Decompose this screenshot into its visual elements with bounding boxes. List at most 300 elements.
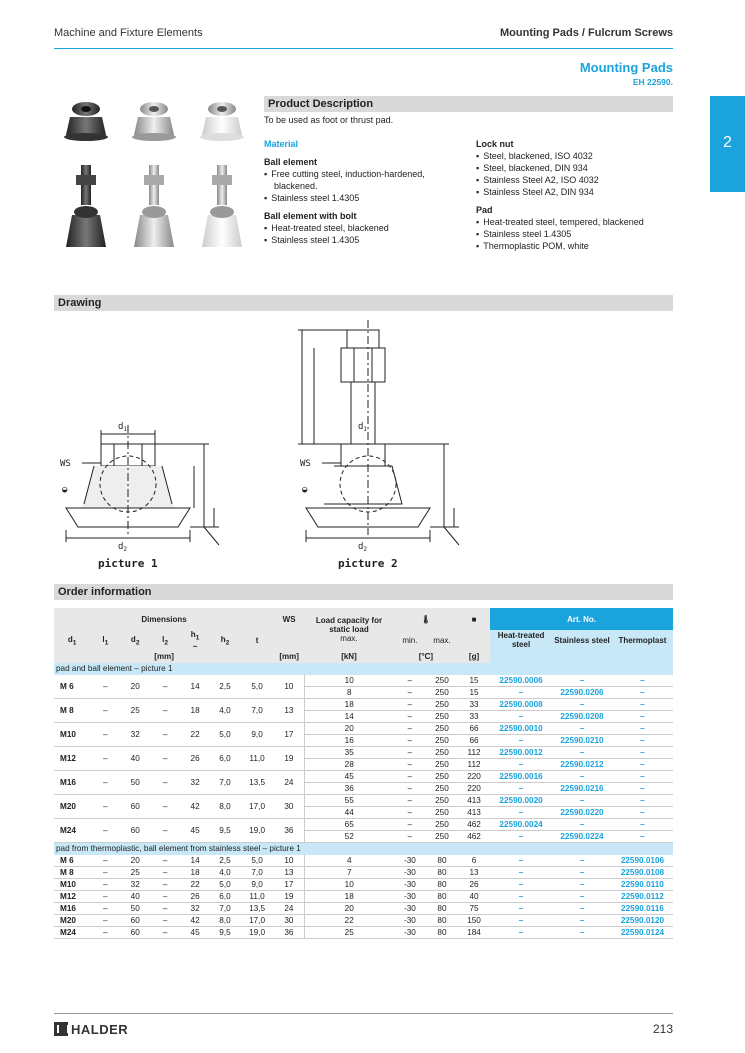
cell-temp-max: 250 [426,759,458,771]
cell-h1: 26 [180,891,210,903]
cell-art-thermoplast[interactable]: 22590.0120 [612,915,673,927]
cell-h2: 8,0 [210,915,240,927]
cell-min: -30 [394,867,426,879]
cell-h2: 8,0 [210,795,240,819]
cell-max: 80 [426,879,458,891]
cell-t: 17,0 [240,915,274,927]
cell-l2: – [150,891,180,903]
cell-weight: 462 [458,831,490,843]
cell-weight: 413 [458,807,490,819]
table-row [54,819,673,831]
cell-max: 80 [426,855,458,867]
cell-temp-min: – [394,675,426,687]
cell-min: -30 [394,927,426,939]
table-units-row [54,651,673,663]
cell-t: 9,0 [240,879,274,891]
cell-d2: 60 [120,915,150,927]
cell-art-thermoplast[interactable]: 22590.0124 [612,927,673,939]
cell-h1: 22 [180,723,210,747]
cell-art-stainless[interactable]: – [552,891,612,903]
cell-l2: – [150,771,180,795]
table-row [54,795,673,807]
cell-art-thermoplast[interactable]: 22590.0106 [612,855,673,867]
cell-d2: 50 [120,771,150,795]
cell-art-heat[interactable]: – [490,687,552,699]
group-label: pad and ball element – picture 1 [54,663,673,675]
cell-h1: 14 [180,855,210,867]
cell-weight: 66 [458,723,490,735]
table-row [54,771,673,783]
cell-temp-max: 250 [426,771,458,783]
cell-d1: M12 [54,747,90,771]
table-row [54,879,673,891]
cell-h1: 14 [180,675,210,699]
cell-l2: – [150,723,180,747]
cell-temp-max: 250 [426,675,458,687]
cell-art-heat[interactable]: 22590.0024 [490,819,552,831]
label-d2: $d_2$ [118,542,128,553]
cell-l2: – [150,675,180,699]
cell-d2: 40 [120,891,150,903]
cell-d2: 25 [120,867,150,879]
cell-art-heat[interactable]: – [490,855,552,867]
cell-art-stainless[interactable]: – [552,867,612,879]
cell-weight: 33 [458,711,490,723]
cell-weight: 220 [458,771,490,783]
cell-art-thermoplast[interactable]: 22590.0108 [612,867,673,879]
cell-max: 80 [426,891,458,903]
cell-load: 25 [304,927,394,939]
cell-ws: 10 [274,675,304,699]
cell-h1: 42 [180,915,210,927]
cell-temp-max: 250 [426,747,458,759]
cell-g: 13 [458,867,490,879]
cell-temp-min: – [394,687,426,699]
technical-drawing [54,320,494,575]
cell-art-stainless[interactable]: 22590.0210 [552,735,612,747]
th-l2: $l_2$ [150,630,180,651]
th-unit-blank [490,651,673,663]
list-item: ▪ Stainless Steel A2, DIN 934 [476,186,673,198]
cell-art-stainless[interactable]: – [552,795,612,807]
cell-t: 13,5 [240,771,274,795]
th-artno: Art. No. [490,608,673,630]
material-label: Material [264,139,299,149]
photo-bolt-black [66,165,106,247]
drawing-picture-2 [298,320,459,545]
pad-title: Pad [476,205,493,215]
chapter-tab[interactable]: 2 [710,96,745,192]
ball-element-title: Ball element [264,157,318,167]
cell-load: 44 [304,807,394,819]
cell-temp-max: 250 [426,795,458,807]
cell-art-thermoplast[interactable]: 22590.0110 [612,879,673,891]
cell-art-stainless[interactable]: 22590.0220 [552,807,612,819]
cell-temp-max: 250 [426,831,458,843]
cell-t: 19,0 [240,927,274,939]
cell-h1: 18 [180,699,210,723]
cell-temp-max: 250 [426,783,458,795]
group-row-steel [54,663,673,675]
th-h1: $h_1$ ~ [180,630,210,651]
cell-min: -30 [394,891,426,903]
cell-weight: 462 [458,819,490,831]
th-stainless: Stainless steel [552,630,612,651]
cell-l2: – [150,747,180,771]
th-ws-blank [274,630,304,651]
cell-l1: – [90,879,120,891]
cell-l1: – [90,915,120,927]
cell-weight: 15 [458,687,490,699]
cell-art-thermoplast[interactable]: – [612,771,673,783]
cell-load: 20 [304,903,394,915]
cell-art-thermoplast[interactable]: – [612,699,673,711]
cell-d2: 20 [120,675,150,699]
label-d2-2: $d_2$ [358,542,368,553]
cell-temp-min: – [394,831,426,843]
cell-weight: 413 [458,795,490,807]
cell-art-thermoplast[interactable]: 22590.0112 [612,891,673,903]
cell-l2: – [150,855,180,867]
running-header-left: Machine and Fixture Elements [54,27,203,39]
th-load: Load capacity for static load max. [304,608,394,651]
cell-art-thermoplast[interactable]: – [612,675,673,687]
list-item: ▪ Stainless steel 1.4305 [476,228,673,240]
lock-nut-title: Lock nut [476,139,514,149]
cell-g: 184 [458,927,490,939]
label-ws: WS [60,459,71,469]
order-table-wrapper [54,608,673,939]
list-item: ▪ Heat-treated steel, blackened [264,222,474,234]
cell-h2: 6,0 [210,891,240,903]
cell-art-stainless[interactable]: 22590.0212 [552,759,612,771]
cell-d1: M24 [54,927,90,939]
cell-art-thermoplast[interactable]: – [612,831,673,843]
cell-l1: – [90,867,120,879]
cell-art-thermoplast[interactable]: – [612,747,673,759]
cell-d1: M 8 [54,867,90,879]
cell-load: 7 [304,867,394,879]
picture-1-label: picture 1 [98,557,158,570]
cell-ws: 17 [274,879,304,891]
cell-art-stainless[interactable]: – [552,771,612,783]
cell-t: 11,0 [240,747,274,771]
cell-d2: 25 [120,699,150,723]
cell-art-thermoplast[interactable]: – [612,687,673,699]
cell-d1: M16 [54,903,90,915]
cell-art-stainless[interactable]: – [552,675,612,687]
cell-d2: 32 [120,723,150,747]
cell-h2: 2,5 [210,675,240,699]
cell-weight: 33 [458,699,490,711]
cell-ws: 24 [274,903,304,915]
cell-art-heat[interactable]: – [490,759,552,771]
cell-l1: – [90,795,120,819]
cell-art-stainless[interactable]: – [552,747,612,759]
cell-h1: 45 [180,819,210,843]
cell-l2: – [150,795,180,819]
header-rule [54,48,673,49]
table-row [54,927,673,939]
cell-d2: 40 [120,747,150,771]
weight-icon: ■ [458,608,490,630]
cell-ws: 24 [274,771,304,795]
product-photos [54,97,254,257]
cell-t: 13,5 [240,903,274,915]
cell-load: 52 [304,831,394,843]
drawing-picture-1 [66,425,219,545]
cell-d1: M16 [54,771,90,795]
cell-d2: 60 [120,819,150,843]
th-thermoplast: Thermoplast [612,630,673,651]
page-number: 213 [652,1022,673,1036]
cell-d1: M20 [54,915,90,927]
cell-temp-min: – [394,735,426,747]
cell-temp-min: – [394,699,426,711]
cell-weight: 220 [458,783,490,795]
cell-l1: – [90,723,120,747]
th-d2: $d_2$ [120,630,150,651]
th-unit-kn: [kN] [304,651,394,663]
cell-h1: 42 [180,795,210,819]
cell-art-heat[interactable]: – [490,807,552,819]
cell-load: 20 [304,723,394,735]
photo-bolt-steel [134,165,174,247]
cell-art-thermoplast[interactable]: 22590.0116 [612,903,673,915]
table-row [54,891,673,903]
group-row-thermoplastic [54,843,673,855]
cell-art-thermoplast[interactable]: – [612,735,673,747]
cell-ws: 30 [274,915,304,927]
cell-l1: – [90,747,120,771]
cell-temp-max: 250 [426,723,458,735]
order-table-body [54,663,673,939]
table-row [54,675,673,687]
cell-h1: 22 [180,879,210,891]
cell-t: 17,0 [240,795,274,819]
th-unit-mm: [mm] [54,651,274,663]
cell-art-thermoplast[interactable]: – [612,783,673,795]
th-h2: $h_2$ [210,630,240,651]
cell-ws: 19 [274,891,304,903]
cell-temp-min: – [394,771,426,783]
cell-weight: 66 [458,735,490,747]
cell-d1: M10 [54,723,90,747]
cell-l2: – [150,915,180,927]
cell-ws: 36 [274,927,304,939]
cell-l1: – [90,855,120,867]
cell-art-thermoplast[interactable]: – [612,795,673,807]
cell-art-thermoplast[interactable]: – [612,819,673,831]
brand-logo: HALDER [54,1022,128,1037]
cell-temp-max: 250 [426,699,458,711]
cell-art-thermoplast[interactable]: – [612,759,673,771]
cell-art-stainless[interactable]: – [552,903,612,915]
cell-d2: 32 [120,879,150,891]
cell-art-heat[interactable]: – [490,867,552,879]
cell-t: 7,0 [240,699,274,723]
cell-max: 80 [426,915,458,927]
cell-art-heat[interactable]: – [490,711,552,723]
cell-l2: – [150,879,180,891]
cell-art-thermoplast[interactable]: – [612,807,673,819]
cell-art-heat[interactable]: – [490,831,552,843]
cell-h2: 9,5 [210,927,240,939]
th-min: min. [394,630,426,651]
cell-art-heat[interactable]: – [490,879,552,891]
table-row [54,867,673,879]
table-row [54,855,673,867]
cell-h1: 26 [180,747,210,771]
cell-d1: M10 [54,879,90,891]
cell-h2: 5,0 [210,879,240,891]
cell-temp-min: – [394,819,426,831]
cell-temp-min: – [394,795,426,807]
th-t: t [240,630,274,651]
cell-art-stainless[interactable]: – [552,699,612,711]
cell-weight: 112 [458,747,490,759]
cell-temp-max: 250 [426,711,458,723]
th-weight-blank [458,630,490,651]
product-code: EH 22590. [632,77,673,87]
cell-h2: 4,0 [210,867,240,879]
cell-h1: 18 [180,867,210,879]
cell-art-heat[interactable]: – [490,903,552,915]
cell-l2: – [150,699,180,723]
cell-load: 28 [304,759,394,771]
cell-weight: 15 [458,675,490,687]
cell-art-heat[interactable]: 22590.0016 [490,771,552,783]
thermometer-icon: 🌡 [394,608,458,630]
list-item: ▪ Stainless steel 1.4305 [264,234,474,246]
cell-art-heat[interactable]: – [490,735,552,747]
cell-art-stainless[interactable]: 22590.0216 [552,783,612,795]
list-item: ▪ Steel, blackened, DIN 934 [476,162,673,174]
cell-h1: 45 [180,927,210,939]
cell-art-stainless[interactable]: 22590.0224 [552,831,612,843]
cell-load: 10 [304,879,394,891]
label-ws-2: WS [300,459,311,469]
cell-art-heat[interactable]: – [490,891,552,903]
cell-g: 26 [458,879,490,891]
cell-h1: 32 [180,771,210,795]
cell-d2: 60 [120,795,150,819]
drawing-heading: Drawing [54,295,673,311]
page-title: Mounting Pads [579,60,673,75]
table-row [54,915,673,927]
cell-art-heat[interactable]: 22590.0020 [490,795,552,807]
table-row [54,747,673,759]
cell-art-stainless[interactable]: – [552,915,612,927]
cell-art-thermoplast[interactable]: – [612,711,673,723]
cell-ws: 19 [274,747,304,771]
datum-icon-2: ◒ [302,485,308,495]
cell-min: -30 [394,879,426,891]
cell-art-stainless[interactable]: 22590.0208 [552,711,612,723]
cell-l1: – [90,675,120,699]
running-header-right: Mounting Pads / Fulcrum Screws [500,27,673,39]
cell-max: 80 [426,927,458,939]
cell-d2: 60 [120,927,150,939]
cell-d1: M20 [54,795,90,819]
cell-art-heat[interactable]: 22590.0006 [490,675,552,687]
cell-h2: 7,0 [210,771,240,795]
cell-load: 18 [304,891,394,903]
cell-h2: 7,0 [210,903,240,915]
halder-logo-icon [54,1022,68,1036]
photo-pad-black [64,102,108,141]
cell-ws: 17 [274,723,304,747]
table-row [54,723,673,735]
cell-l2: – [150,927,180,939]
cell-load: 4 [304,855,394,867]
cell-temp-max: 250 [426,687,458,699]
cell-g: 150 [458,915,490,927]
cell-d1: M24 [54,819,90,843]
datum-icon: ◒ [62,485,68,495]
product-description-heading: Product Description [264,96,673,112]
cell-l2: – [150,819,180,843]
list-item: ▪ Steel, blackened, ISO 4032 [476,150,673,162]
cell-load: 65 [304,819,394,831]
cell-h2: 5,0 [210,723,240,747]
cell-art-stainless[interactable]: 22590.0206 [552,687,612,699]
th-heat-treated: Heat-treated steel [490,630,552,651]
product-intro: To be used as foot or thrust pad. [264,115,394,125]
cell-ws: 10 [274,855,304,867]
cell-load: 18 [304,699,394,711]
cell-art-stainless[interactable]: – [552,723,612,735]
cell-art-heat[interactable]: – [490,927,552,939]
table-row [54,699,673,711]
cell-h1: 32 [180,903,210,915]
cell-l1: – [90,699,120,723]
cell-l1: – [90,819,120,843]
cell-h2: 2,5 [210,855,240,867]
cell-l1: – [90,891,120,903]
cell-ws: 30 [274,795,304,819]
label-d1: $d_1$ [118,422,128,433]
table-header-row-1 [54,608,673,630]
order-table [54,608,673,939]
cell-art-heat[interactable]: 22590.0012 [490,747,552,759]
cell-d1: M12 [54,891,90,903]
cell-art-heat[interactable]: 22590.0008 [490,699,552,711]
list-item: ▪ Stainless Steel A2, ISO 4032 [476,174,673,186]
cell-temp-max: 250 [426,819,458,831]
list-item: ▪ Thermoplastic POM, white [476,240,673,252]
photo-pad-white [200,102,244,141]
cell-g: 40 [458,891,490,903]
cell-art-heat[interactable]: – [490,915,552,927]
cell-d1: M 8 [54,699,90,723]
cell-temp-min: – [394,747,426,759]
cell-d1: M 6 [54,855,90,867]
footer-rule [54,1013,673,1014]
cell-art-stainless[interactable]: – [552,927,612,939]
cell-load: 55 [304,795,394,807]
cell-art-thermoplast[interactable]: – [612,723,673,735]
cell-art-stainless[interactable]: – [552,819,612,831]
cell-art-heat[interactable]: – [490,783,552,795]
cell-art-stainless[interactable]: – [552,855,612,867]
cell-load: 8 [304,687,394,699]
photo-bolt-white [202,165,242,247]
cell-load: 35 [304,747,394,759]
cell-art-stainless[interactable]: – [552,879,612,891]
cell-art-heat[interactable]: 22590.0010 [490,723,552,735]
material-col-right [476,138,673,252]
